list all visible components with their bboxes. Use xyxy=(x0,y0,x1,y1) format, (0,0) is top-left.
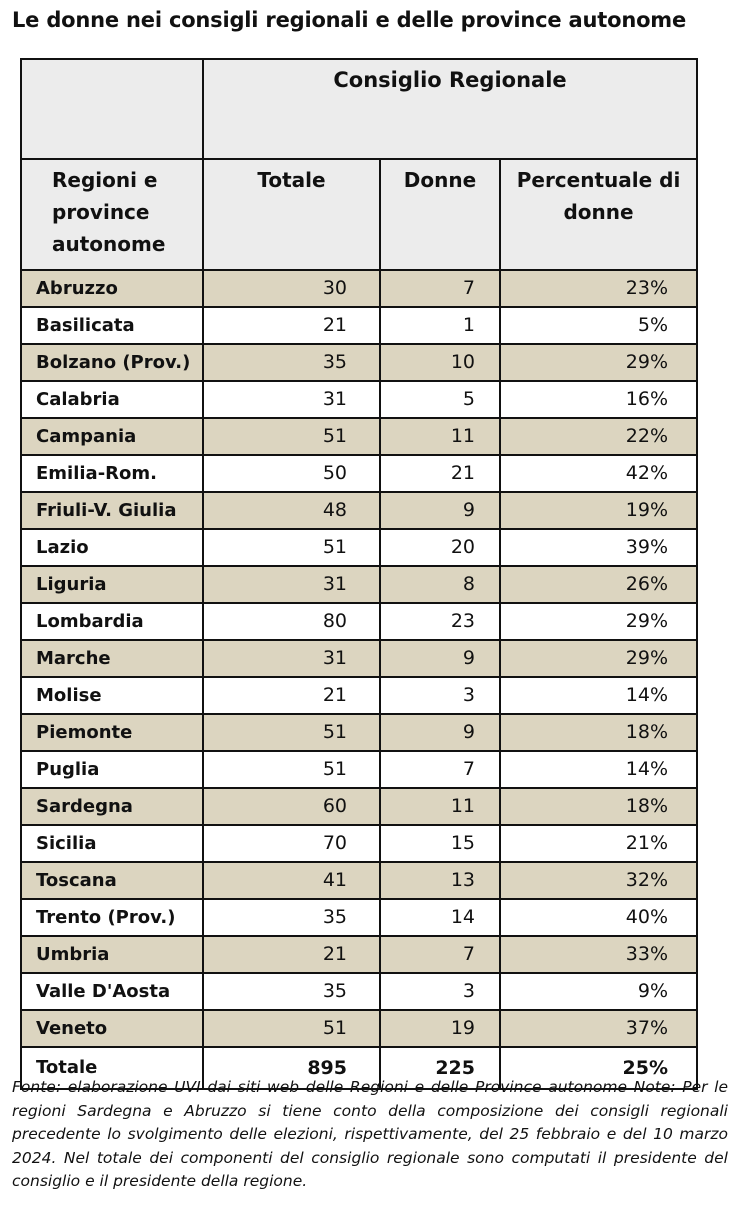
percentage-cell: 39% xyxy=(500,529,697,566)
source-note: Fonte: elaborazione UVI dai siti web delle Regioni e delle Province autonome Note: Per le regioni Sardegna e Abruzzo si tiene conto della composizione dei consigli regionali precedente lo svolgimento delle elezioni, rispettivamente, del 25 febbraio e del 10 marzo 2024. Nel totale dei componenti del consiglio regionale sono computati il presidente del consiglio e il presidente della regione. xyxy=(12,1078,728,1190)
percentage-cell: 29% xyxy=(500,344,697,381)
percentage-cell: 29% xyxy=(500,640,697,677)
total-cell: 70 xyxy=(203,825,380,862)
region-cell: Campania xyxy=(21,418,203,455)
table-row xyxy=(21,566,697,603)
percentage-cell: 32% xyxy=(500,862,697,899)
percentage-cell: 18% xyxy=(500,714,697,751)
page-title: Le donne nei consigli regionali e delle province autonome xyxy=(12,8,687,32)
table-row xyxy=(21,344,697,381)
percentage-cell: 40% xyxy=(500,899,697,936)
table-row xyxy=(21,529,697,566)
table-row xyxy=(21,418,697,455)
percentage-cell: 14% xyxy=(500,751,697,788)
women-cell: 11 xyxy=(380,788,500,825)
women-cell: 5 xyxy=(380,381,500,418)
group-header-row xyxy=(21,59,697,159)
women-cell: 3 xyxy=(380,677,500,714)
percentage-cell: 33% xyxy=(500,936,697,973)
table-row xyxy=(21,307,697,344)
total-cell: 31 xyxy=(203,640,380,677)
region-cell: Molise xyxy=(21,677,203,714)
total-cell: 60 xyxy=(203,788,380,825)
total-cell: 21 xyxy=(203,936,380,973)
women-cell: 9 xyxy=(380,492,500,529)
total-cell: 35 xyxy=(203,973,380,1010)
women-cell: 8 xyxy=(380,566,500,603)
region-cell: Friuli-V. Giulia xyxy=(21,492,203,529)
women-councils-table xyxy=(20,58,698,1090)
region-cell: Toscana xyxy=(21,862,203,899)
column-header-region: Regioni e province autonome xyxy=(21,159,203,270)
total-cell: 80 xyxy=(203,603,380,640)
women-cell: 7 xyxy=(380,751,500,788)
table-row xyxy=(21,936,697,973)
column-header-women: Donne xyxy=(380,159,500,270)
region-cell: Emilia-Rom. xyxy=(21,455,203,492)
women-cell: 11 xyxy=(380,418,500,455)
total-cell: 48 xyxy=(203,492,380,529)
percentage-cell: 29% xyxy=(500,603,697,640)
percentage-cell: 26% xyxy=(500,566,697,603)
total-cell: 21 xyxy=(203,307,380,344)
women-cell: 21 xyxy=(380,455,500,492)
total-cell: 35 xyxy=(203,344,380,381)
table-row xyxy=(21,714,697,751)
total-cell: 41 xyxy=(203,862,380,899)
region-cell: Liguria xyxy=(21,566,203,603)
region-cell: Lombardia xyxy=(21,603,203,640)
region-cell: Marche xyxy=(21,640,203,677)
totals-label-cell: Totale xyxy=(21,1047,203,1089)
women-cell: 15 xyxy=(380,825,500,862)
table-row xyxy=(21,492,697,529)
percentage-cell: 22% xyxy=(500,418,697,455)
column-header-total: Totale xyxy=(203,159,380,270)
total-cell: 51 xyxy=(203,418,380,455)
region-cell: Basilicata xyxy=(21,307,203,344)
women-cell: 9 xyxy=(380,640,500,677)
region-cell: Trento (Prov.) xyxy=(21,899,203,936)
women-cell: 13 xyxy=(380,862,500,899)
empty-corner-cell xyxy=(21,59,203,159)
region-cell: Piemonte xyxy=(21,714,203,751)
table-row xyxy=(21,751,697,788)
table-row xyxy=(21,788,697,825)
table-row xyxy=(21,455,697,492)
totals-women-cell: 225 xyxy=(380,1047,500,1089)
region-cell: Sardegna xyxy=(21,788,203,825)
table-row xyxy=(21,381,697,418)
women-cell: 1 xyxy=(380,307,500,344)
total-cell: 21 xyxy=(203,677,380,714)
percentage-cell: 37% xyxy=(500,1010,697,1047)
women-cell: 23 xyxy=(380,603,500,640)
total-cell: 50 xyxy=(203,455,380,492)
table-row xyxy=(21,899,697,936)
table-row xyxy=(21,1010,697,1047)
table-row xyxy=(21,270,697,307)
women-cell: 7 xyxy=(380,936,500,973)
total-cell: 31 xyxy=(203,566,380,603)
total-cell: 30 xyxy=(203,270,380,307)
table-row xyxy=(21,973,697,1010)
total-cell: 51 xyxy=(203,1010,380,1047)
women-cell: 7 xyxy=(380,270,500,307)
percentage-cell: 9% xyxy=(500,973,697,1010)
percentage-cell: 21% xyxy=(500,825,697,862)
percentage-cell: 23% xyxy=(500,270,697,307)
women-cell: 19 xyxy=(380,1010,500,1047)
region-cell: Umbria xyxy=(21,936,203,973)
region-cell: Valle D'Aosta xyxy=(21,973,203,1010)
women-cell: 14 xyxy=(380,899,500,936)
total-cell: 51 xyxy=(203,751,380,788)
column-header-percentage: Percentuale di donne xyxy=(500,159,697,270)
table-row xyxy=(21,825,697,862)
total-cell: 51 xyxy=(203,529,380,566)
region-cell: Bolzano (Prov.) xyxy=(21,344,203,381)
region-cell: Sicilia xyxy=(21,825,203,862)
table-row xyxy=(21,677,697,714)
percentage-cell: 16% xyxy=(500,381,697,418)
women-cell: 9 xyxy=(380,714,500,751)
table-row xyxy=(21,862,697,899)
women-cell: 10 xyxy=(380,344,500,381)
percentage-cell: 19% xyxy=(500,492,697,529)
percentage-cell: 18% xyxy=(500,788,697,825)
region-cell: Lazio xyxy=(21,529,203,566)
region-cell: Calabria xyxy=(21,381,203,418)
percentage-cell: 14% xyxy=(500,677,697,714)
percentage-cell: 5% xyxy=(500,307,697,344)
total-cell: 51 xyxy=(203,714,380,751)
totals-total-cell: 895 xyxy=(203,1047,380,1089)
women-cell: 3 xyxy=(380,973,500,1010)
total-cell: 35 xyxy=(203,899,380,936)
totals-percentage-cell: 25% xyxy=(500,1047,697,1089)
region-cell: Veneto xyxy=(21,1010,203,1047)
region-cell: Puglia xyxy=(21,751,203,788)
table-row xyxy=(21,640,697,677)
group-header-consiglio-regionale: Consiglio Regionale xyxy=(203,59,697,159)
region-cell: Abruzzo xyxy=(21,270,203,307)
total-cell: 31 xyxy=(203,381,380,418)
table-row xyxy=(21,603,697,640)
women-cell: 20 xyxy=(380,529,500,566)
percentage-cell: 42% xyxy=(500,455,697,492)
column-header-row xyxy=(21,159,697,270)
